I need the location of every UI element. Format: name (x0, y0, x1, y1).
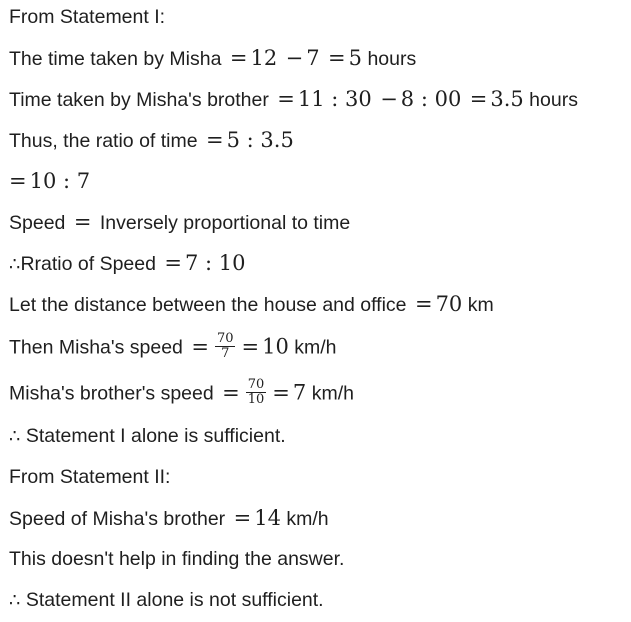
math-value: 7 (306, 46, 320, 70)
math-value: 10 (262, 334, 289, 359)
label-text: Then Misha's speed (9, 336, 183, 359)
line-misha-speed (9, 331, 337, 363)
label-text: Speed (9, 212, 66, 234)
label-text: Time taken by Misha's brother (9, 89, 269, 111)
line-ratio-time (9, 128, 294, 153)
line-from-statement-1 (9, 5, 165, 29)
conclusion-text: Statement I alone is sufficient. (25, 425, 286, 447)
label-text: Thus, the ratio of time (9, 130, 198, 152)
math-value: 7 (292, 380, 307, 405)
equals-sign: = (277, 87, 295, 111)
math-value: 5 : 3.5 (226, 128, 294, 152)
math-value: 8 : 00 (400, 87, 462, 111)
therefore-icon: ∴ (9, 590, 21, 611)
line-conclusion-2 (9, 588, 324, 613)
conclusion-text: Statement II alone is not sufficient. (25, 589, 324, 611)
fraction (215, 332, 236, 361)
fraction (246, 378, 267, 407)
math-value: 10 : 7 (29, 169, 91, 193)
fraction-denominator: 7 (221, 346, 230, 361)
label-text: Speed of Misha's brother (9, 508, 226, 530)
line-from-statement-2 (9, 465, 170, 489)
equals-sign: = (469, 87, 488, 111)
unit-text: km/h (311, 382, 354, 405)
fraction-numerator: 70 (247, 377, 265, 392)
line-distance (9, 292, 494, 317)
heading-text: From Statement I: (9, 6, 166, 28)
equals-sign: = (233, 506, 252, 530)
minus-sign: − (380, 87, 398, 111)
line-conclusion-1 (9, 424, 286, 449)
relation-text: Inversely proportional to time (99, 212, 351, 234)
equals-sign: = (328, 46, 346, 70)
fraction-numerator: 70 (216, 331, 234, 346)
line-ratio-speed (9, 251, 246, 277)
math-value: 3.5 (490, 87, 524, 111)
math-value: 11 : 30 (297, 87, 372, 111)
unit-text: km/h (294, 336, 337, 359)
label-text: Let the distance between the house and office (9, 294, 407, 316)
equals-sign: = (73, 210, 92, 234)
equals-sign: = (206, 128, 224, 152)
unit-text: km (467, 294, 494, 316)
line-no-help (9, 547, 344, 571)
unit-text: km/h (286, 508, 329, 530)
unit-text: hours (367, 48, 417, 70)
statement-text: This doesn't help in finding the answer. (9, 548, 345, 570)
therefore-icon: ∴ (9, 254, 21, 275)
label-text: Misha's brother's speed (9, 382, 214, 405)
equals-sign: = (191, 334, 209, 359)
heading-text: From Statement II: (9, 466, 171, 488)
math-value: 70 (435, 292, 463, 316)
line-misha-time (9, 46, 416, 71)
equals-sign: = (272, 380, 290, 405)
math-value: 5 (348, 46, 363, 70)
equals-sign: = (164, 251, 182, 275)
line-brother-speed-given (9, 506, 329, 531)
equals-sign: = (229, 46, 248, 70)
math-value: 12 (250, 46, 278, 70)
equals-sign: = (222, 380, 240, 405)
equals-sign: = (9, 169, 27, 193)
math-value: 14 (254, 506, 281, 530)
line-brother-speed (9, 377, 354, 409)
equals-sign: = (241, 334, 260, 359)
line-speed-relation (9, 210, 350, 235)
line-brother-time (9, 87, 578, 112)
label-text: Rratio of Speed (20, 253, 156, 275)
fraction-denominator: 10 (247, 392, 265, 407)
label-text: The time taken by Misha (9, 48, 222, 70)
line-ratio-simplified (9, 169, 90, 194)
therefore-icon: ∴ (9, 426, 21, 447)
unit-text: hours (529, 89, 578, 111)
math-value: 7 : 10 (185, 251, 246, 275)
equals-sign: = (414, 292, 433, 316)
minus-sign: − (285, 46, 304, 70)
